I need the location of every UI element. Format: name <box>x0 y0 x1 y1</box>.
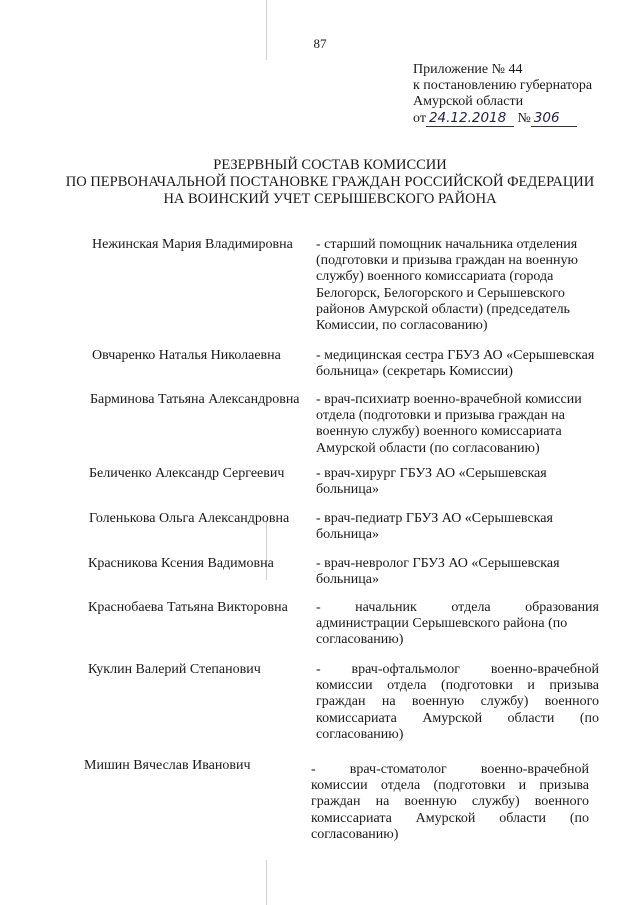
role-line: граждан на военную службу) военного <box>311 794 589 810</box>
scan-fold-mark <box>266 0 267 60</box>
role-line: - начальник отдела образования <box>316 600 599 615</box>
title-line: НА ВОИНСКИЙ УЧЕТ СЕРЫШЕВСКОГО РАЙОНА <box>163 191 497 207</box>
role-line: - врач-педиатр ГБУЗ АО «Серышевская <box>316 511 553 526</box>
appendix-header <box>413 62 628 127</box>
role-line: - врач-офтальмолог военно-врачебной <box>316 662 599 677</box>
role-line: комиссариата Амурской области (по <box>311 810 589 826</box>
member-role <box>316 392 599 457</box>
member-role <box>316 237 599 334</box>
page-number: 87 <box>313 36 327 51</box>
number-prefix: № <box>517 111 531 126</box>
role-line: больница» <box>316 482 379 498</box>
member-name: Беличенко Александр Сергеевич <box>89 466 285 481</box>
role-line: больница» (секретарь Комиссии) <box>316 364 513 380</box>
member-name: Красникова Ксения Вадимовна <box>88 556 274 571</box>
member-name: Краснобаева Татьяна Викторовна <box>88 600 288 615</box>
role-line: районов Амурской области) (председатель <box>316 301 570 317</box>
role-line: больница» <box>316 572 379 588</box>
scan-fold-mark <box>266 860 267 905</box>
role-line: - врач-стоматолог военно-врачебной <box>311 762 589 777</box>
title-line: ПО ПЕРВОНАЧАЛЬНОЙ ПОСТАНОВКЕ ГРАЖДАН РОССИЙСКОЙ ФЕДЕРАЦИИ <box>65 174 595 190</box>
member-name: Барминова Татьяна Александровна <box>90 392 300 407</box>
role-line: согласованию) <box>311 826 399 842</box>
role-line: - медицинская сестра ГБУЗ АО «Серышевская <box>316 348 595 363</box>
role-line: Белогорск, Белогорского и Серышевского <box>316 285 565 301</box>
member-name: Нежинская Мария Владимировна <box>92 237 293 252</box>
member-name: Мишин Вячеслав Иванович <box>84 758 251 773</box>
role-line: (подготовки и призыва граждан на военную <box>316 253 578 269</box>
role-line: - старший помощник начальника отделения <box>316 237 578 252</box>
member-role <box>311 762 589 843</box>
appendix-line: к постановлению губернатора <box>413 78 593 93</box>
role-line: комиссии отдела (подготовки и призыва <box>316 678 599 694</box>
role-line: больница» <box>316 527 379 543</box>
appendix-date-line <box>413 110 628 127</box>
document-title <box>60 157 600 208</box>
role-line: отдела (подготовки и призыва граждан на <box>316 408 565 424</box>
member-name: Голенькова Ольга Александровна <box>89 511 290 526</box>
role-line: Амурской области (по согласованию) <box>316 440 540 456</box>
member-role <box>316 466 599 498</box>
role-line: комиссии отдела (подготовки и призыва <box>311 778 589 794</box>
member-name: Куклин Валерий Степанович <box>88 662 261 677</box>
member-name: Овчаренко Наталья Николаевна <box>92 348 281 363</box>
title-line: РЕЗЕРВНЫЙ СОСТАВ КОМИССИИ <box>213 157 447 173</box>
role-line: Комиссии, по согласованию) <box>316 318 488 334</box>
member-role <box>316 662 599 743</box>
handwritten-number: 306 <box>531 110 577 127</box>
role-line: военную службу) военного комиссариата <box>316 424 562 440</box>
role-line: администрации Серышевского района (по <box>316 616 568 632</box>
role-line: - врач-психиатр военно-врачебной комиссии <box>316 392 582 407</box>
member-role <box>316 511 599 543</box>
role-line: согласованию) <box>316 726 404 742</box>
role-line: службу) военного комиссариата (города <box>316 269 554 285</box>
role-line: - врач-невролог ГБУЗ АО «Серышевская <box>316 556 560 571</box>
member-role <box>316 556 599 588</box>
role-line: согласованию) <box>316 632 404 648</box>
member-role <box>316 600 599 649</box>
appendix-line: Приложение № 44 <box>413 62 523 77</box>
date-prefix: от <box>413 111 426 126</box>
role-line: граждан на военную службу) военного <box>316 694 599 710</box>
appendix-line: Амурской области <box>413 94 524 109</box>
role-line: комиссариата Амурской области (по <box>316 710 599 726</box>
role-line: - врач-хирург ГБУЗ АО «Серышевская <box>316 466 547 481</box>
handwritten-date: 24.12.2018 <box>426 110 514 127</box>
member-role <box>316 348 599 380</box>
